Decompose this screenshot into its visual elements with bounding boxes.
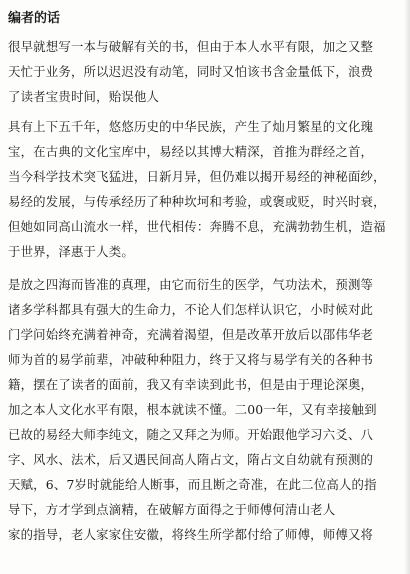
text-line: 宝，在古典的文化宝库中，易经以其博大精深，首推为群经之首， xyxy=(8,144,374,159)
text-line: 字、风水、法术，后又遇民间高人隋占文，隋占文自幼就有预测的 xyxy=(8,452,374,467)
text-line: 导下，方才学到点滴精，在破解方面得之于师傅何清山老人 xyxy=(8,502,336,517)
text-line: 籍，摆在了读者的面前，我又有幸读到此书，但是由于理论深奥， xyxy=(8,377,374,392)
page-edge-shadow xyxy=(404,0,410,574)
text-line: 门学问始终充满着神奇，充满着渴望，但是改革开放后以邵伟华老 xyxy=(8,327,374,342)
text-line: 当今科学技术突飞猛进，日新月异，但仍难以揭开易经的神秘面纱， xyxy=(8,169,386,184)
text-line: 是放之四海而皆准的真理，由它而衍生的医学，气功法术，预测等 xyxy=(8,277,374,292)
editor-note-heading: 编者的话 xyxy=(8,11,61,26)
text-line: 师为首的易学前辈，冲破种种阻力，终于又将与易学有关的各种书 xyxy=(8,352,374,367)
text-line: 于世界，泽惠于人类。 xyxy=(8,244,134,259)
text-line: 天赋，6、7岁时就能给人断事，而且断之奇准，在此二位高人的指 xyxy=(8,477,377,492)
text-line: 很早就想写一本与破解有关的书，但由于本人水平有限，加之又整 xyxy=(8,39,374,54)
text-line: 了读者宝贵时间，贻误他人 xyxy=(8,89,160,104)
text-line: 已故的易经大师李纯文，随之又拜之为师。开始跟他学习六爻、八 xyxy=(8,427,374,442)
text-line: 易经的发展，与传承经历了种种坎坷和考验，或褒或贬，时兴时衰， xyxy=(8,194,386,209)
text-line: 天忙于业务，所以迟迟没有动笔，同时又怕该书含金量低下，浪费 xyxy=(8,64,374,79)
text-line: 家的指导，老人家家住安徽，将终生所学都付给了师傅，师傅又将 xyxy=(8,527,374,542)
text-line: 诸多学科都具有强大的生命力，不论人们怎样认识它，小时候对此 xyxy=(8,302,374,317)
text-line: 加之本人文化水平有限，根本就读不懂。二00一年，又有幸接触到 xyxy=(8,402,377,417)
text-line: 具有上下五千年，悠悠历史的中华民族，产生了灿月繁星的文化瑰 xyxy=(8,119,374,134)
text-line: 但她如同高山流水一样，世代相传：奔腾不息，充满勃勃生机，造福 xyxy=(8,219,386,234)
